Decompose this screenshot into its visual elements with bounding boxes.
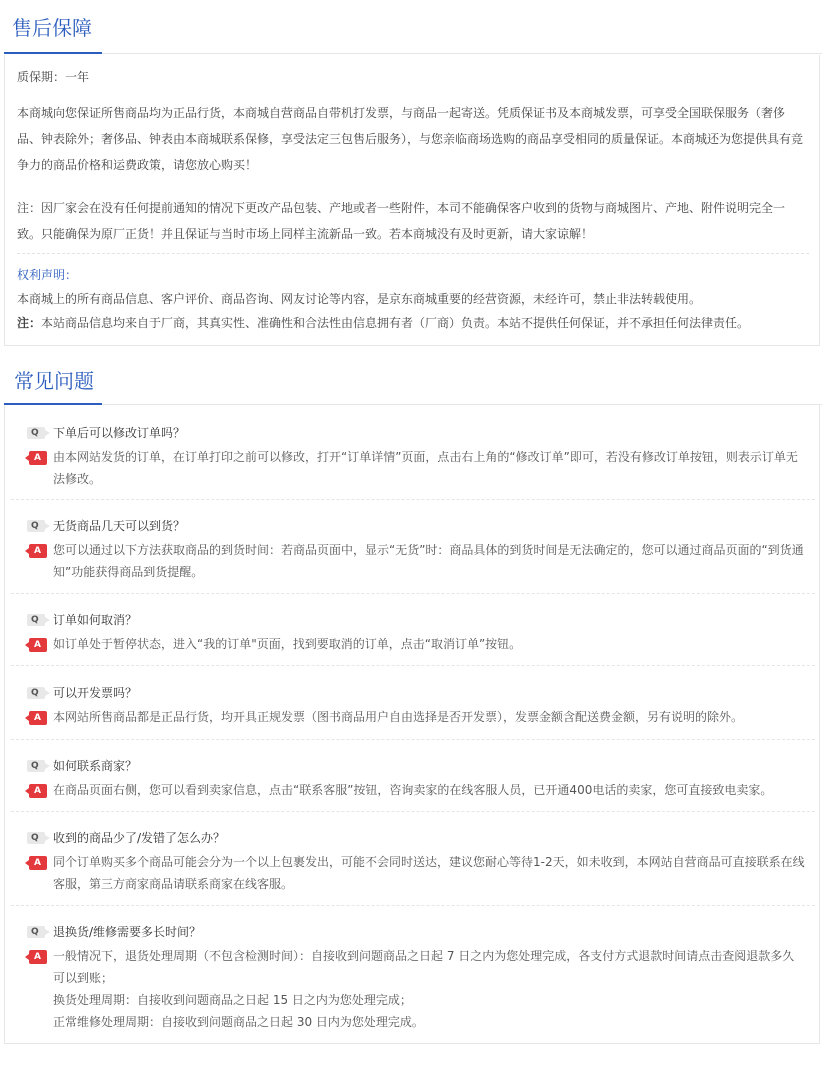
packaging-note-paragraph: 注：因厂家会在没有任何提前通知的情况下更改产品包装、产地或者一些附件，本司不能确保客户收到的货物与商城图片、产地、附件说明完全一致。只能确保为原厂正货！并且保证与当时市场上同样主流新品一致。若本商城没有及时更新，请大家谅解！ <box>17 201 786 241</box>
faq-answer: 由本网站发货的订单，在订单打印之前可以修改，打开“订单详情”页面，点击右上角的“修改订单”即可，若没有修改订单按钮，则表示订单无法修改。 <box>53 450 798 486</box>
guarantee-paragraph: 本商城向您保证所售商品均为正品行货，本商城自营商品自带机打发票，与商品一起寄送。凭质保证书及本商城发票，可享受全国联保服务（奢侈品、钟表除外；奢侈品、钟表由本商城联系保修，享受法定三包售后服务），与您亲临商场选购的商品享受相同的质量保证。本商城还为您提供具有竞争力的商品价格和运费政策，请您放心购买！ <box>17 106 804 172</box>
answer-icon: A <box>29 544 47 558</box>
faq-answer: 如订单处于暂停状态，进入“我的订单"页面，找到要取消的订单，点击“取消订单”按钮。 <box>53 637 522 651</box>
faq-answer: 同个订单购买多个商品可能会分为一个以上包裹发出，可能不会同时送达，建议您耐心等待1-2天，如未收到，本网站自营商品可直接联系在线客服，第三方商家商品请联系商家在线客服。 <box>53 855 805 891</box>
faq-question: 订单如何取消？ <box>53 613 138 627</box>
title-underline <box>4 52 102 54</box>
after-sales-box <box>4 55 820 346</box>
answer-icon: A <box>29 784 47 798</box>
faq-divider <box>11 665 815 666</box>
faq-question: 可以开发票吗？ <box>53 686 138 700</box>
question-icon: Q <box>27 520 45 532</box>
faq-divider <box>11 739 815 740</box>
note-label: 注： <box>17 316 42 330</box>
faq-question: 收到的商品少了/发错了怎么办？ <box>53 831 226 845</box>
divider <box>17 253 809 254</box>
faq-question: 退换货/维修需要多长时间？ <box>53 925 202 939</box>
answer-icon: A <box>29 950 47 964</box>
rights-title: 权利声明： <box>17 268 78 282</box>
warranty-text: 质保期：一年 <box>17 70 90 84</box>
faq-question: 如何联系商家？ <box>53 759 138 773</box>
faq-header <box>0 367 828 407</box>
faq-answer: 在商品页面右侧，您可以看到卖家信息，点击“联系客服”按钮，咨询卖家的在线客服人员，已开通400电话的卖家，您可直接致电卖家。 <box>53 783 773 797</box>
answer-icon: A <box>29 711 47 725</box>
faq-question: 下单后可以修改订单吗？ <box>53 426 186 440</box>
question-icon: Q <box>27 760 45 772</box>
faq-question: 无货商品几天可以到货？ <box>53 519 186 533</box>
faq-answer: 本网站所售商品都是正品行货，均开具正规发票（图书商品用户自由选择是否开发票），发票金额含配送费金额，另有说明的除外。 <box>53 710 744 724</box>
note-text: 本站商品信息均来自于厂商，其真实性、准确性和合法性由信息拥有者（厂商）负责。本站不提供任何保证，并不承担任何法律责任。 <box>41 316 750 330</box>
answer-icon: A <box>29 856 47 870</box>
faq-title: 常见问题 <box>14 369 94 393</box>
question-icon: Q <box>27 614 45 626</box>
answer-icon: A <box>29 638 47 652</box>
question-icon: Q <box>27 832 45 844</box>
rights-text: 本商城上的所有商品信息、客户评价、商品咨询、网友讨论等内容，是京东商城重要的经营资源，未经许可，禁止非法转载使用。 <box>17 292 702 306</box>
faq-answer: 一般情况下，退货处理周期（不包含检测时间）：自接收到问题商品之日起 7 日之内为您处理完成，各支付方式退款时间请点击查阅退款多久可以到账； 换货处理周期：自接收到问题商品之日起 15 日之内为您处理完成； 正常维修处理周期：自接收到问题商品之日起 30 日内为您处理完成。 <box>53 949 795 1029</box>
faq-divider <box>11 811 815 812</box>
after-sales-title: 售后保障 <box>12 16 92 40</box>
faq-answer: 您可以通过以下方法获取商品的到货时间：若商品页面中，显示“无货”时：商品具体的到货时间是无法确定的，您可以通过商品页面的“到货通知”功能获得商品到货提醒。 <box>53 543 804 579</box>
faq-divider <box>11 905 815 906</box>
question-icon: Q <box>27 427 45 439</box>
disclaimer-note <box>17 311 807 335</box>
faq-divider <box>11 593 815 594</box>
after-sales-header <box>0 14 828 56</box>
faq-divider <box>11 499 815 500</box>
answer-icon: A <box>29 451 47 465</box>
header-divider <box>102 53 822 54</box>
question-icon: Q <box>27 687 45 699</box>
faq-box <box>4 405 820 1044</box>
question-icon: Q <box>27 926 45 938</box>
